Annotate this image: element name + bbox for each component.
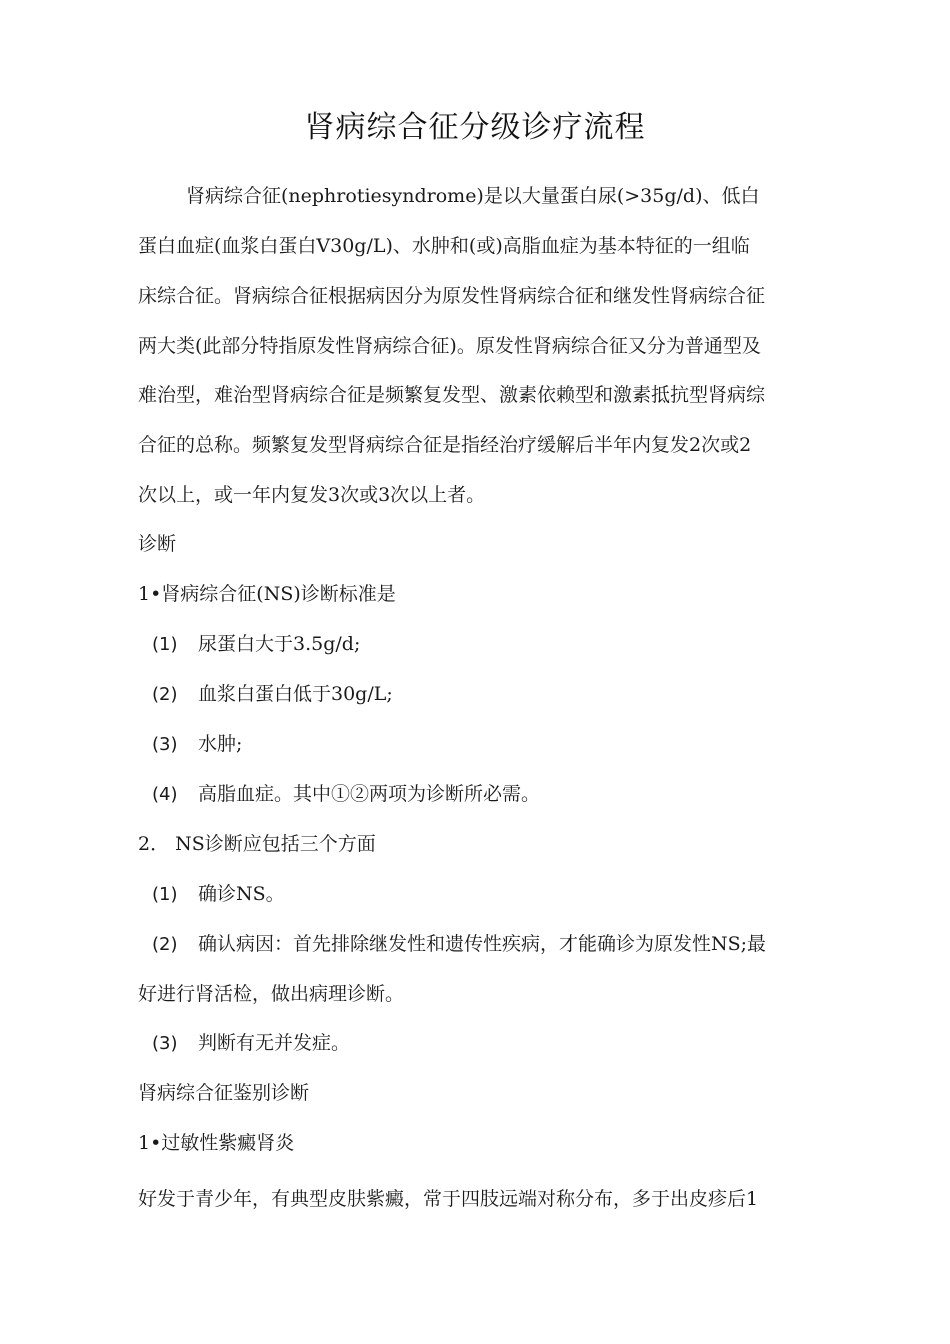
list-item-number: (2) — [152, 934, 178, 955]
page-title: 肾病综合征分级诊疗流程 — [304, 110, 646, 145]
list-item-text: 确认病因：首先排除继发性和遗传性疾病，才能确诊为原发性NS;最 — [198, 933, 767, 955]
list-item-text: 尿蛋白大于3.5g/d; — [198, 633, 361, 655]
list-item-number: (4) — [152, 784, 178, 805]
list-item-number: (3) — [152, 1033, 178, 1054]
list-item — [152, 779, 832, 810]
list-item-text: 高脂血症。其中①②两项为诊断所必需。 — [198, 783, 541, 805]
list-item — [152, 879, 832, 910]
list-item-number: (3) — [152, 734, 178, 755]
list-item — [152, 629, 832, 660]
list-item — [152, 679, 832, 710]
list-item-number: (1) — [152, 884, 178, 905]
intro-line: 次以上，或一年内复发3次或3次以上者。 — [138, 484, 486, 506]
intro-line: 合征的总称。频繁复发型肾病综合征是指经治疗缓解后半年内复发2次或2 — [138, 434, 752, 456]
criteria-heading: 1•肾病综合征(NS)诊断标准是 — [138, 583, 396, 605]
intro-line: 难治型，难治型肾病综合征是频繁复发型、激素依赖型和激素抵抗型肾病综 — [138, 384, 766, 406]
list-item-text: 水肿; — [198, 733, 243, 755]
list-item-text: 血浆白蛋白低于30g/L; — [198, 683, 393, 705]
list-item-number: (2) — [152, 684, 178, 705]
intro-line: 两大类(此部分特指原发性肾病综合征)。原发性肾病综合征又分为普通型及 — [138, 335, 761, 357]
intro-line: 蛋白血症(血浆白蛋白V30g/L)、水肿和(或)高脂血症为基本特征的一组临 — [138, 235, 750, 257]
intro-line: 床综合征。肾病综合征根据病因分为原发性肾病综合征和继发性肾病综合征 — [138, 285, 766, 307]
list-item-text: 确诊NS。 — [198, 883, 285, 905]
list-item — [152, 729, 832, 760]
list-item-continuation: 好进行肾活检，做出病理诊断。 — [138, 983, 405, 1005]
list-item-number: (1) — [152, 634, 178, 655]
subsection-heading: 1•过敏性紫癜肾炎 — [138, 1132, 295, 1154]
list-item — [152, 929, 832, 960]
intro-line: 肾病综合征(nephrotiesyndrome)是以大量蛋白尿(>35g/d)、低白 — [186, 185, 760, 207]
list-item — [152, 1028, 832, 1059]
list-item-text: 判断有无并发症。 — [198, 1032, 351, 1054]
aspects-heading: 2． NS诊断应包括三个方面 — [138, 833, 376, 855]
paragraph-line: 好发于青少年，有典型皮肤紫癜，常于四肢远端对称分布，多于出皮疹后1 — [138, 1188, 759, 1210]
section-heading-diagnosis: 诊断 — [138, 533, 177, 555]
section-heading-differential: 肾病综合征鉴别诊断 — [138, 1082, 310, 1104]
